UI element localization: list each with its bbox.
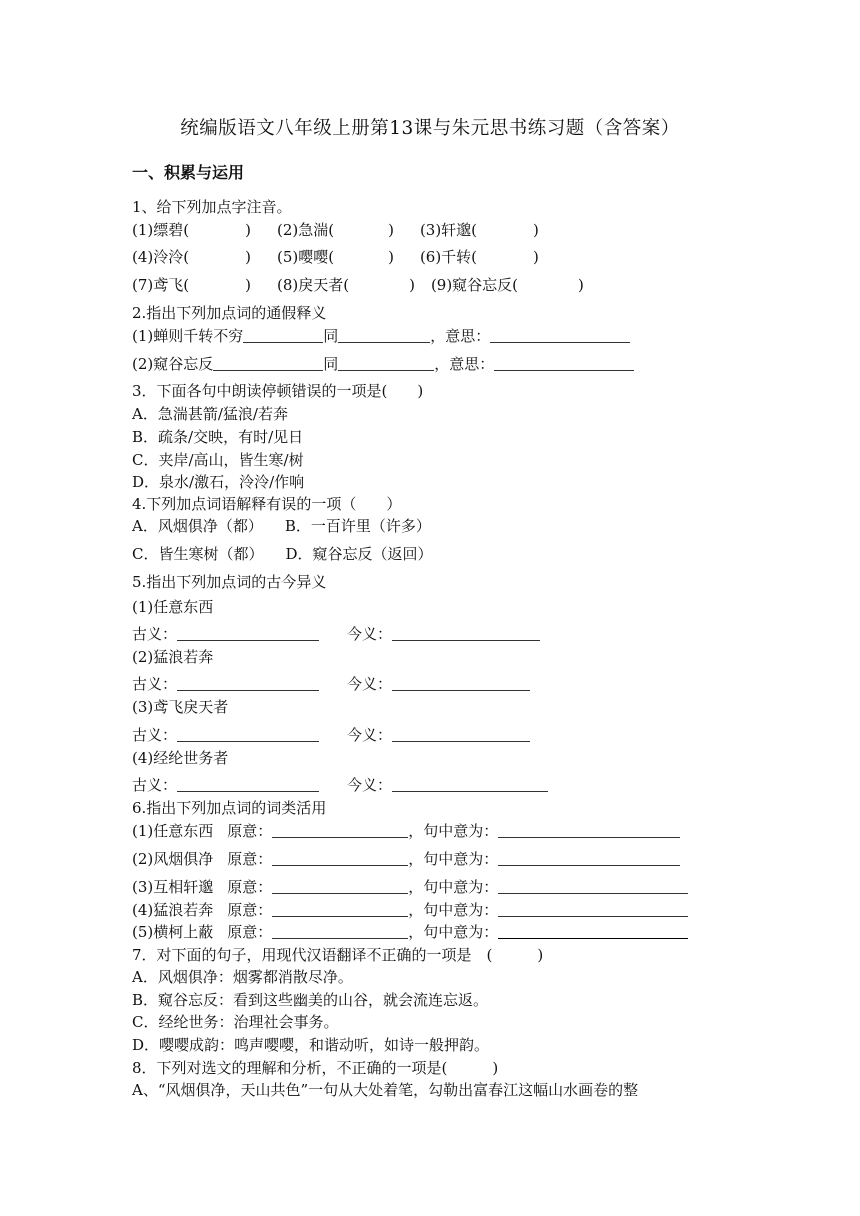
answer-blank[interactable] [494,355,634,371]
question-6-row: (4)猛浪若奔 原意： ，句中意为： [132,900,688,920]
answer-blank[interactable] [392,776,548,792]
question-3-stem: 3．下面各句中朗读停顿错误的一项是( ) [132,382,424,400]
gu-jin-answer-row: 古义： 今义： [132,624,540,644]
question-2-item-2: (2)窥谷忘反 同 ，意思： [132,354,634,374]
option-b: B．疏条/交映，有时/见日 [132,428,304,446]
gu-jin-answer-row: 古义： 今义： [132,674,530,694]
item-text: (9)窥谷忘反( [430,276,519,294]
item-text: ) [578,276,584,294]
question-6-row: (5)横柯上蔽 原意： ，句中意为： [132,922,688,942]
answer-blank[interactable] [272,850,408,866]
option-d: D．泉水/激石，泠泠/作响 [132,473,305,491]
question-6-row: (3)互相轩邈 原意： ，句中意为： [132,877,688,897]
answer-blank[interactable] [272,901,408,917]
question-4-row-2 [132,544,433,564]
item-text: (6)千转( [419,248,478,266]
answer-blank[interactable] [177,726,319,742]
option-c: C．经纶世务：治理社会事务。 [132,1013,339,1031]
question-8-stem: 8．下列对选文的理解和分析，不正确的一项是( ) [132,1059,499,1077]
answer-blank[interactable] [392,625,540,641]
item-text: (5)嘤嘤( [276,248,335,266]
page-title: 统编版语文八年级上册第13课与朱元思书练习题（含答案） [180,118,680,139]
option-a: A．风烟俱净（都） [132,517,263,535]
question-2-stem: 2.指出下列加点词的通假释义 [132,304,327,322]
item-text: (8)戾天者( [276,276,350,294]
answer-blank[interactable] [272,923,408,939]
gu-jin-answer-row: 古义： 今义： [132,725,530,745]
question-1-row-3 [132,275,584,295]
item-text: ) [533,221,539,239]
option-d: D．窥谷忘反（返回） [285,545,433,563]
item-text: (2)急湍( [276,221,335,239]
answer-blank[interactable] [498,901,688,917]
item-text: ) [533,248,539,266]
answer-blank[interactable] [498,850,680,866]
question-5-item: (4)经纶世务者 [132,749,229,767]
answer-blank[interactable] [498,822,680,838]
option-b: B．窥谷忘反：看到这些幽美的山谷，就会流连忘返。 [132,991,489,1009]
answer-blank[interactable] [272,822,408,838]
answer-blank[interactable] [498,878,688,894]
gu-jin-answer-row: 古义： 今义： [132,775,548,795]
question-4-row-1 [132,516,431,536]
item-text: (7)鸢飞( [132,276,190,294]
option-d: D．嘤嘤成韵：鸣声嘤嘤，和谐动听，如诗一般押韵。 [132,1036,490,1054]
option-c: C．夹岸/高山，皆生寒/树 [132,451,304,469]
answer-blank[interactable] [338,355,434,371]
option-b: B．一百许里（许多） [284,517,431,535]
answer-blank[interactable] [177,625,319,641]
item-text: ) [409,276,415,294]
item-text: ) [245,221,251,239]
question-5-stem: 5.指出下列加点词的古今异义 [132,573,327,591]
question-1-row-1 [132,220,539,240]
question-6-row: (2)风烟俱净 原意： ，句中意为： [132,849,680,869]
option-a: A．风烟俱净：烟雾都消散尽净。 [132,968,353,986]
option-a: A、“风烟俱净，天山共色”一句从大处着笔，勾勒出富春江这幅山水画卷的整 [132,1081,639,1099]
item-text: ) [245,276,251,294]
option-a: A．急湍甚箭/猛浪/若奔 [132,405,288,423]
question-4-stem: 4.下列加点词语解释有误的一项（ ） [132,495,402,513]
question-2-item-1: (1)蝉则千转不穷 同 ，意思： [132,326,630,346]
answer-blank[interactable] [338,327,430,343]
question-1-row-2 [132,247,539,267]
section-heading: 一、积累与运用 [132,163,245,182]
answer-blank[interactable] [392,675,530,691]
item-text: ) [388,221,394,239]
item-text: (4)泠泠( [132,248,190,266]
question-6-row: (1)任意东西 原意： ，句中意为： [132,821,680,841]
answer-blank[interactable] [177,675,319,691]
answer-blank[interactable] [177,776,319,792]
question-5-item: (1)任意东西 [132,598,214,616]
question-6-stem: 6.指出下列加点词的词类活用 [132,799,327,817]
item-text: ) [388,248,394,266]
item-text: (1)缥碧( [132,221,190,239]
question-7-stem: 7．对下面的句子，用现代汉语翻译不正确的一项是 ( ) [132,946,544,964]
answer-blank[interactable] [490,327,630,343]
answer-blank[interactable] [392,726,530,742]
option-c: C．皆生寒树（都） [132,545,264,563]
question-5-item: (2)猛浪若奔 [132,648,214,666]
answer-blank[interactable] [272,878,408,894]
answer-blank[interactable] [498,923,688,939]
answer-blank[interactable] [243,327,323,343]
item-text: (3)轩邈( [419,221,478,239]
question-1-stem: 1、给下列加点字注音。 [132,198,292,216]
answer-blank[interactable] [213,355,323,371]
item-text: ) [245,248,251,266]
question-5-item: (3)鸢飞戾天者 [132,698,229,716]
